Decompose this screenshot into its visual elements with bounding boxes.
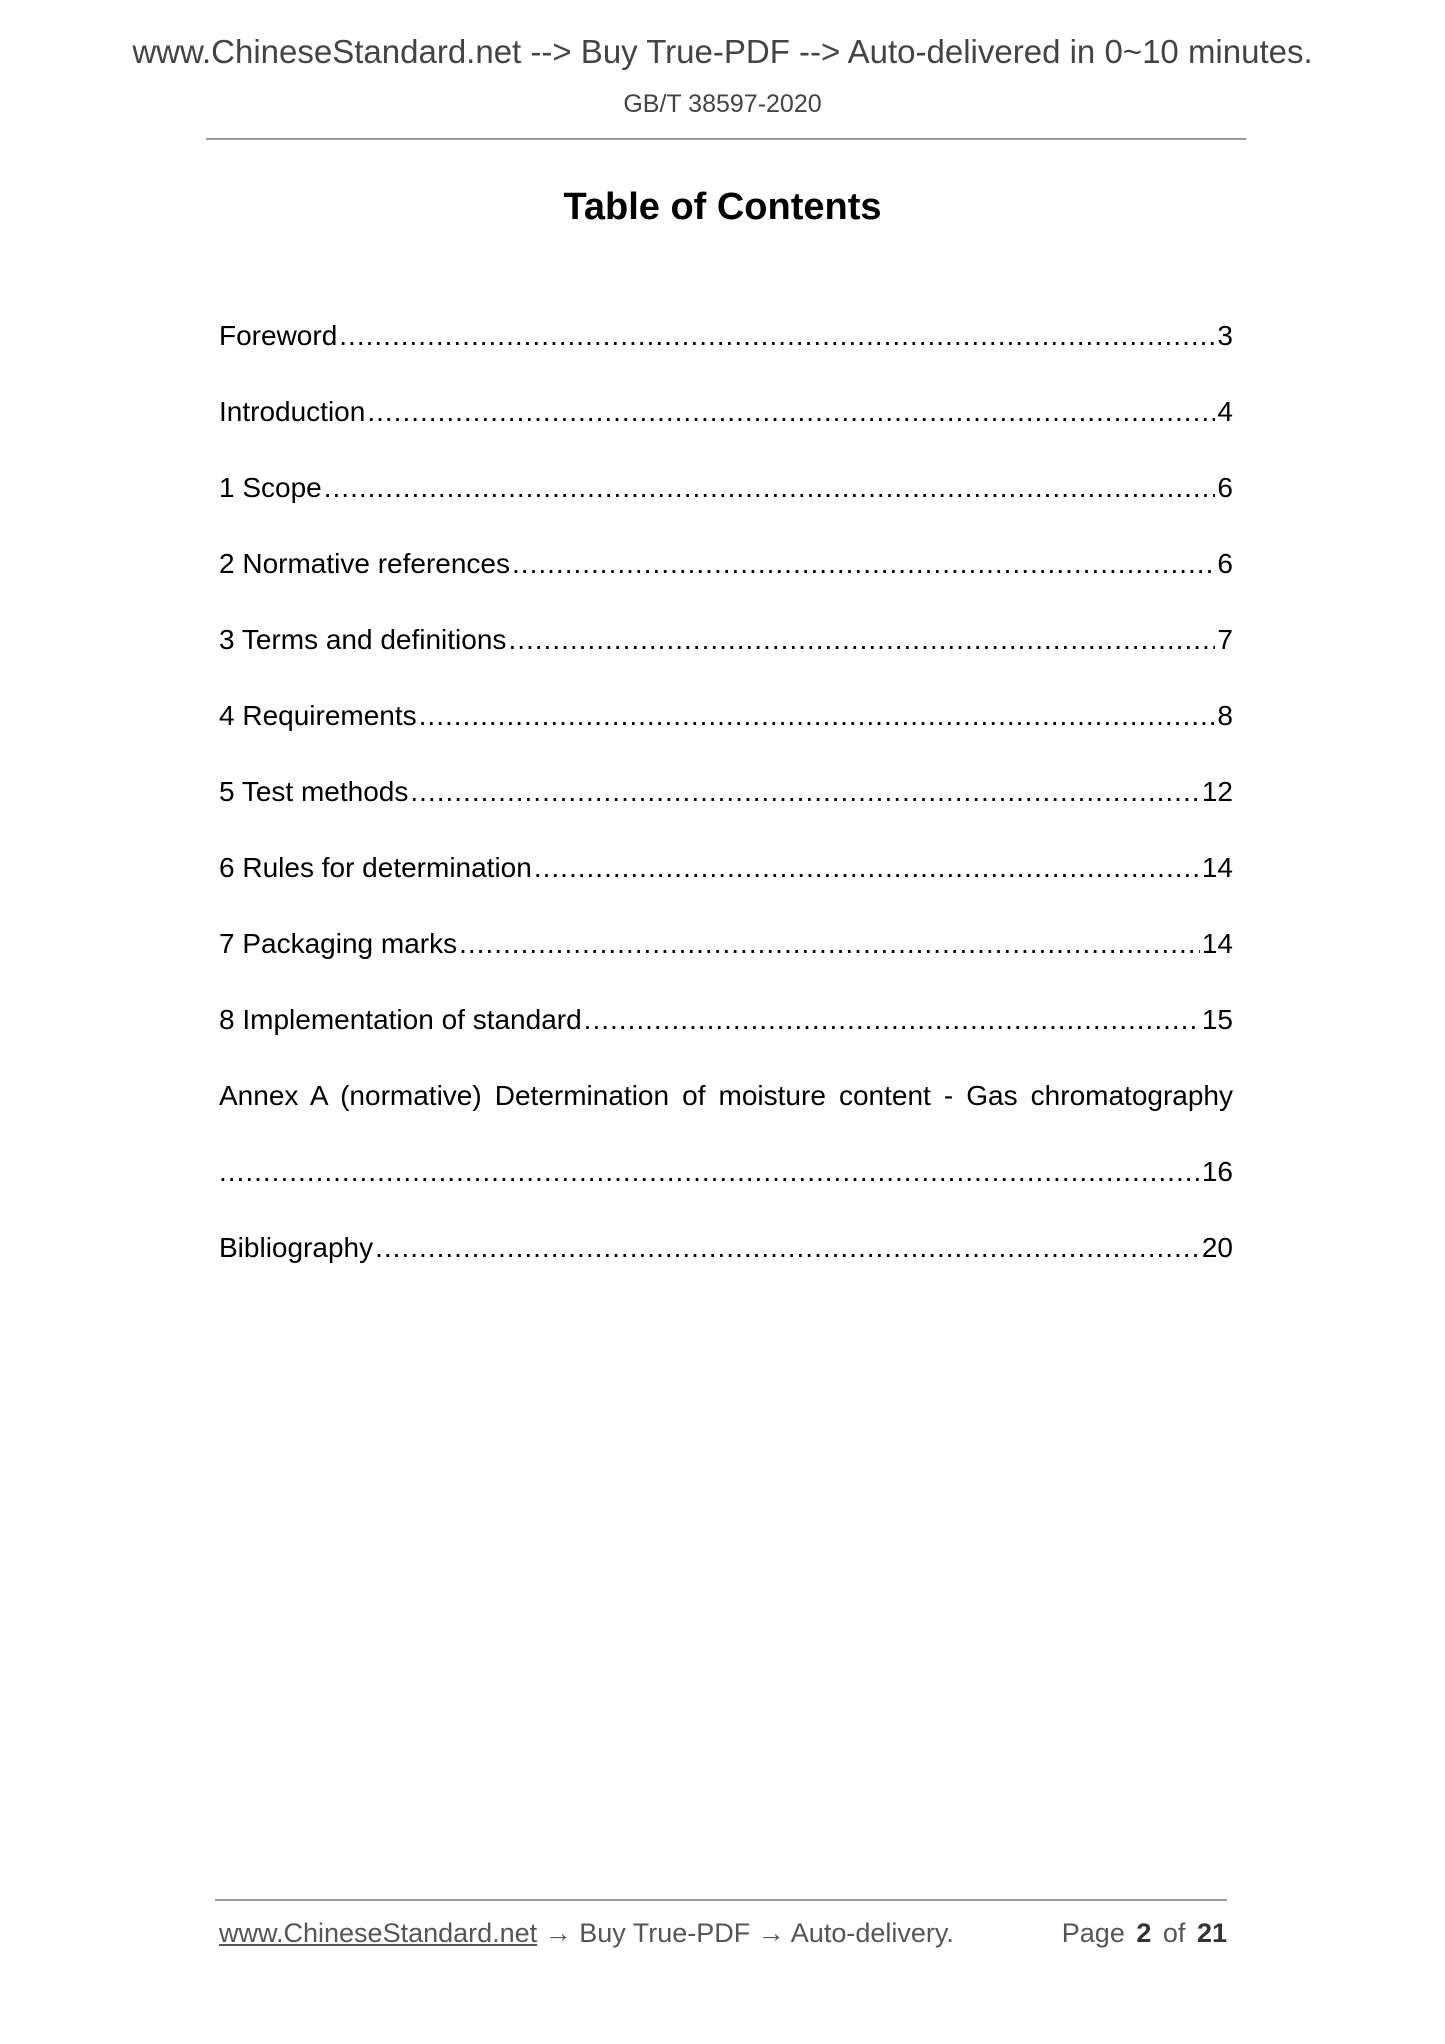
arrow-right-icon: → bbox=[757, 1918, 785, 1948]
toc-page-number: 14 bbox=[1201, 928, 1233, 959]
current-page-number: 2 bbox=[1136, 1918, 1152, 1948]
toc-page-number: 14 bbox=[1201, 852, 1233, 883]
toc-leader-dots bbox=[508, 624, 1215, 656]
toc-leader-dots bbox=[459, 928, 1200, 960]
toc-label: Bibliography bbox=[219, 1232, 374, 1263]
footer-site-link[interactable]: www.ChineseStandard.net bbox=[219, 1918, 538, 1948]
toc-page-number: 16 bbox=[1201, 1156, 1233, 1187]
footer-divider bbox=[215, 1899, 1227, 1901]
toc-list bbox=[219, 298, 1233, 1286]
arrow-right-icon: → bbox=[544, 1918, 572, 1948]
toc-entry-bibliography[interactable] bbox=[219, 1210, 1233, 1286]
footer-delivery-text: Auto-delivery. bbox=[790, 1918, 954, 1948]
toc-entry-scope[interactable] bbox=[219, 450, 1233, 526]
toc-entry-packaging-marks[interactable] bbox=[219, 906, 1233, 982]
page-indicator bbox=[1062, 1918, 1231, 1949]
toc-leader-dots bbox=[219, 1156, 1200, 1188]
toc-entry-normative-references[interactable] bbox=[219, 526, 1233, 602]
toc-leader-dots bbox=[419, 700, 1216, 732]
toc-entry-annex-a-continuation[interactable] bbox=[219, 1134, 1233, 1210]
top-banner[interactable]: www.ChineseStandard.net --> Buy True-PDF --> Auto-delivered in 0~10 minutes. bbox=[132, 33, 1313, 70]
toc-page-number: 15 bbox=[1201, 1004, 1233, 1035]
toc-label: Introduction bbox=[219, 396, 366, 427]
toc-entry-rules-for-determination[interactable] bbox=[219, 830, 1233, 906]
of-word: of bbox=[1162, 1918, 1186, 1948]
toc-entry-foreword[interactable] bbox=[219, 298, 1233, 374]
page-title: Table of Contents bbox=[563, 186, 882, 228]
toc-label: 2 Normative references bbox=[219, 548, 511, 579]
toc-leader-dots bbox=[324, 472, 1216, 504]
toc-entry-annex-a[interactable] bbox=[219, 1058, 1233, 1134]
toc-page-number: 12 bbox=[1201, 776, 1233, 807]
toc-leader-dots bbox=[367, 396, 1215, 428]
total-page-count: 21 bbox=[1196, 1918, 1227, 1948]
toc-label: 3 Terms and definitions bbox=[219, 624, 507, 655]
toc-label: 8 Implementation of standard bbox=[219, 1004, 582, 1035]
toc-label: 5 Test methods bbox=[219, 776, 409, 807]
toc-page-number: 4 bbox=[1217, 396, 1233, 427]
toc-label: Foreword bbox=[219, 320, 338, 351]
page-word: Page bbox=[1061, 1918, 1125, 1948]
toc-label: Annex A (normative) Determination of moisture content - Gas chromatography bbox=[219, 1080, 1233, 1111]
toc-page-number: 7 bbox=[1217, 624, 1233, 655]
toc-entry-implementation-of-standard[interactable] bbox=[219, 982, 1233, 1058]
toc-label: 4 Requirements bbox=[219, 700, 417, 731]
toc-leader-dots bbox=[534, 852, 1200, 884]
toc-page-number: 8 bbox=[1217, 700, 1233, 731]
toc-leader-dots bbox=[584, 1004, 1200, 1036]
toc-page-number: 6 bbox=[1217, 548, 1233, 579]
toc-page-number: 6 bbox=[1217, 472, 1233, 503]
toc-entry-requirements[interactable] bbox=[219, 678, 1233, 754]
toc-page-number: 20 bbox=[1201, 1232, 1233, 1263]
toc-entry-terms-and-definitions[interactable] bbox=[219, 602, 1233, 678]
header-divider bbox=[206, 138, 1246, 140]
toc-label: 6 Rules for determination bbox=[219, 852, 532, 883]
toc-page-number: 3 bbox=[1217, 320, 1233, 351]
toc-label: 1 Scope bbox=[219, 472, 322, 503]
toc-entry-test-methods[interactable] bbox=[219, 754, 1233, 830]
toc-leader-dots bbox=[410, 776, 1199, 808]
toc-leader-dots bbox=[512, 548, 1215, 580]
toc-label: 7 Packaging marks bbox=[219, 928, 458, 959]
footer-buy-text: Buy True-PDF bbox=[579, 1918, 751, 1948]
page-footer bbox=[219, 1918, 1231, 1949]
toc-leader-dots bbox=[375, 1232, 1200, 1264]
toc-entry-introduction[interactable] bbox=[219, 374, 1233, 450]
toc-leader-dots bbox=[339, 320, 1215, 352]
standard-number: GB/T 38597-2020 bbox=[623, 90, 822, 118]
